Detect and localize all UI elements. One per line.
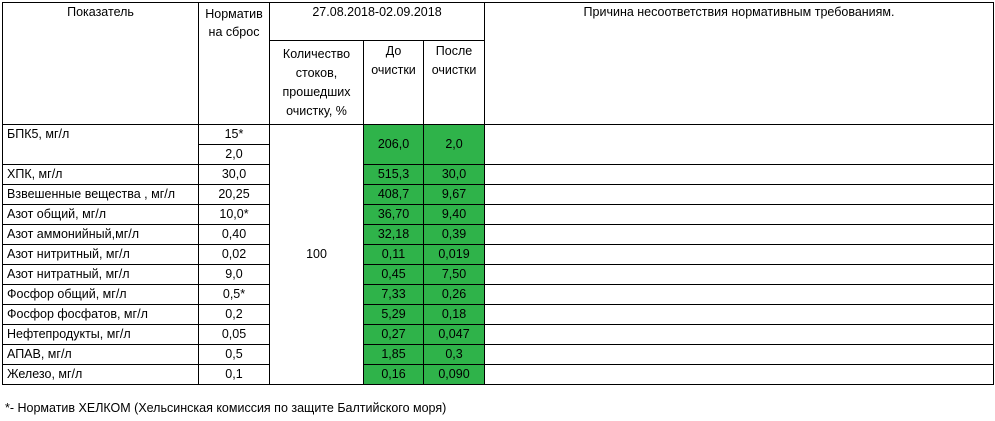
row-norm: 15* [199,125,270,145]
row-reason [485,285,994,305]
row-reason [485,345,994,365]
header-flow-line2: стоков, [295,65,338,80]
header-before-line2: очистки [371,63,416,77]
row-after-value: 0,18 [424,305,485,325]
row-norm: 0,40 [199,225,270,245]
row-norm: 9,0 [199,265,270,285]
row-norm: 0,2 [199,305,270,325]
header-indicator: Показатель [3,3,199,125]
row-name: Взвешенные вещества , мг/л [3,185,199,205]
header-period: 27.08.2018-02.09.2018 [270,3,485,41]
row-norm: 0,5* [199,285,270,305]
row-before-value: 0,27 [364,325,424,345]
header-flow [270,41,364,125]
table-row [3,305,994,325]
row-norm: 20,25 [199,185,270,205]
row-reason [485,165,994,185]
row-norm: 0,1 [199,365,270,385]
row-norm: 0,05 [199,325,270,345]
row-name: Фосфор общий, мг/л [3,285,199,305]
row-reason [485,365,994,385]
header-norm-line1: Норматив [205,7,263,21]
header-flow-line1: Количество [282,46,351,61]
row-reason [485,185,994,205]
row-after-value: 0,3 [424,345,485,365]
header-flow-line3: прошедших [282,84,351,99]
footnote: *- Норматив ХЕЛКОМ (Хельсинская комиссия по защите Балтийского моря) [5,401,447,415]
table-row [3,125,994,145]
row-name: ХПК, мг/л [3,165,199,185]
table-row [3,285,994,305]
row-norm: 10,0* [199,205,270,225]
table-row [3,165,994,185]
row-before-value: 0,45 [364,265,424,285]
row-after-value: 30,0 [424,165,485,185]
header-norm [199,3,270,125]
row-reason [485,225,994,245]
row-reason [485,125,994,165]
row-norm-secondary: 2,0 [199,145,270,165]
table-row [3,205,994,225]
row-norm: 0,5 [199,345,270,365]
row-after-value: 0,090 [424,365,485,385]
table-row [3,265,994,285]
row-after-value: 0,047 [424,325,485,345]
row-after-value: 7,50 [424,265,485,285]
header-norm-line2: на сброс [208,25,260,39]
row-reason [485,245,994,265]
row-name: Азот общий, мг/л [3,205,199,225]
row-before-value: 408,7 [364,185,424,205]
header-flow-line4: очистку, % [286,103,347,118]
row-norm: 30,0 [199,165,270,185]
table-row [3,345,994,365]
row-before-value: 1,85 [364,345,424,365]
row-reason [485,205,994,225]
row-name: Фосфор фосфатов, мг/л [3,305,199,325]
row-after-value: 0,019 [424,245,485,265]
row-after-value: 0,26 [424,285,485,305]
table-row [3,325,994,345]
water-quality-table [2,2,994,385]
row-after-value: 9,40 [424,205,485,225]
row-before-value: 206,0 [364,125,424,165]
row-before-value: 0,11 [364,245,424,265]
row-before-value: 32,18 [364,225,424,245]
header-after-line1: После [435,44,473,58]
row-after-value: 9,67 [424,185,485,205]
row-before-value: 36,70 [364,205,424,225]
table-row [3,185,994,205]
header-reason: Причина несоответствия нормативным требованиям. [485,3,994,125]
row-name: Азот нитратный, мг/л [3,265,199,285]
row-after-value: 2,0 [424,125,485,165]
row-reason [485,305,994,325]
table-row [3,365,994,385]
row-name: Азот аммонийный,мг/л [3,225,199,245]
header-after-line2: очистки [431,63,477,77]
row-before-value: 0,16 [364,365,424,385]
row-name: БПК5, мг/л [3,125,199,165]
flow-percent-value: 100 [270,125,364,385]
table-row [3,245,994,265]
row-before-value: 515,3 [364,165,424,185]
row-norm: 0,02 [199,245,270,265]
row-reason [485,265,994,285]
row-name: Азот нитритный, мг/л [3,245,199,265]
header-after [424,41,485,125]
header-before [364,41,424,125]
row-name: АПАВ, мг/л [3,345,199,365]
table-row [3,225,994,245]
row-reason [485,325,994,345]
row-before-value: 7,33 [364,285,424,305]
row-name: Железо, мг/л [3,365,199,385]
row-name: Нефтепродукты, мг/л [3,325,199,345]
row-before-value: 5,29 [364,305,424,325]
row-after-value: 0,39 [424,225,485,245]
header-before-line1: До [385,44,402,58]
